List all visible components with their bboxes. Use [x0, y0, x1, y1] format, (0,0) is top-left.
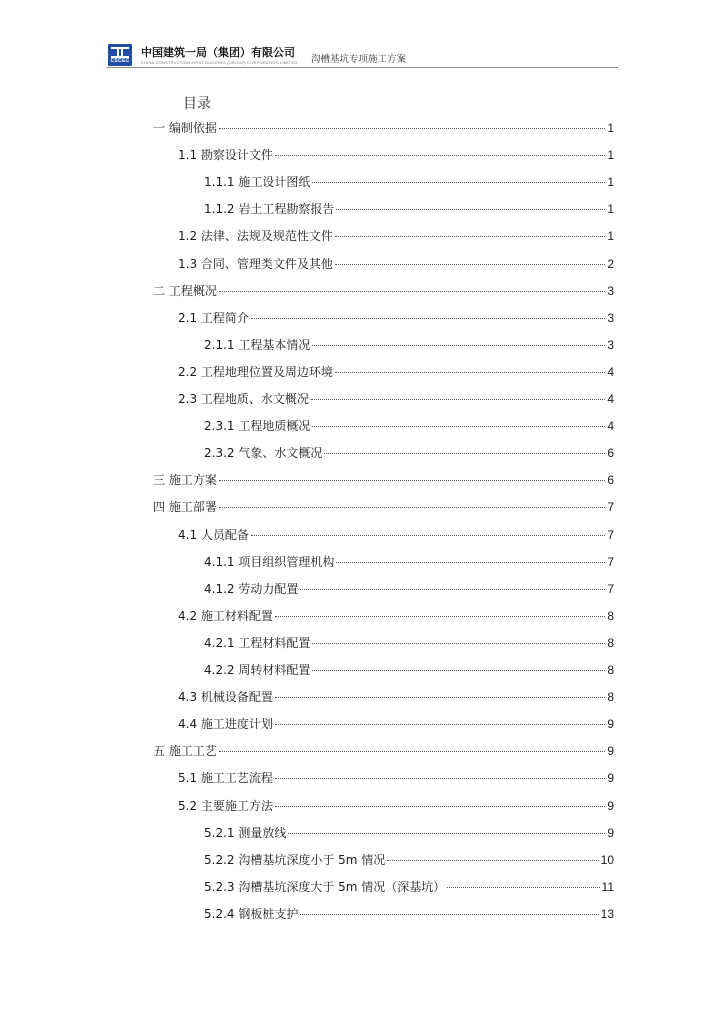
toc-entry[interactable]: [204, 443, 614, 463]
toc-entry[interactable]: [178, 145, 614, 165]
toc-entry-page-number: 10: [600, 852, 614, 867]
toc-entry[interactable]: [153, 118, 614, 138]
toc-entry-label: 5.1 施工工艺流程: [178, 771, 273, 786]
toc-dot-leader: [275, 697, 605, 698]
toc-entry[interactable]: [178, 254, 614, 274]
toc-entry[interactable]: [153, 497, 614, 517]
toc-entry-page-number: 3: [607, 337, 614, 352]
toc-dot-leader: [336, 209, 605, 210]
toc-heading: 目录: [183, 96, 211, 112]
toc-entry-page-number: 7: [607, 500, 614, 515]
logo-mark-icon: [111, 47, 129, 58]
page-header: [0, 0, 724, 80]
toc-entry[interactable]: [204, 552, 614, 572]
toc-dot-leader: [335, 264, 605, 265]
toc-dot-leader: [275, 724, 605, 725]
toc-entry[interactable]: [204, 850, 614, 870]
toc-dot-leader: [288, 833, 605, 834]
toc-entry-page-number: 2: [607, 256, 614, 271]
toc-entry-label: 五 施工工艺: [153, 744, 217, 759]
toc-entry-page-number: 3: [607, 310, 614, 325]
toc-entry-label: 三 施工方案: [153, 473, 217, 488]
toc-entry-page-number: 4: [607, 364, 614, 379]
toc-dot-leader: [335, 372, 605, 373]
toc-dot-leader: [275, 155, 605, 156]
toc-dot-leader: [219, 291, 605, 292]
toc-entry-page-number: 9: [607, 717, 614, 732]
toc-dot-leader: [311, 399, 605, 400]
logo-text: CSCEC: [110, 58, 130, 64]
toc-entry-page-number: 1: [607, 121, 614, 135]
company-name: 中国建筑一局（集团）有限公司: [141, 46, 295, 59]
toc-entry[interactable]: [178, 687, 614, 707]
toc-dot-leader: [324, 453, 605, 454]
toc-dot-leader: [447, 887, 599, 888]
toc-entry[interactable]: [178, 768, 614, 788]
toc-entry-label: 5.2.1 测量放线: [204, 825, 287, 840]
toc-entry-page-number: 13: [600, 906, 614, 921]
toc-entry[interactable]: [204, 335, 614, 355]
toc-entry[interactable]: [178, 308, 614, 328]
company-logo: [108, 44, 132, 66]
toc-entry-label: 4.2 施工材料配置: [178, 608, 273, 623]
toc-entry-page-number: 7: [607, 554, 614, 569]
toc-entry-page-number: 8: [607, 608, 614, 623]
header-divider: [107, 67, 618, 68]
toc-entry[interactable]: [204, 823, 614, 843]
toc-entry[interactable]: [204, 877, 614, 897]
toc-dot-leader: [312, 182, 605, 183]
toc-entry-page-number: 3: [607, 283, 614, 298]
toc-entry[interactable]: [204, 579, 614, 599]
toc-entry[interactable]: [178, 606, 614, 626]
toc-entry-label: 1.1 勘察设计文件: [178, 148, 273, 163]
toc-dot-leader: [219, 507, 605, 508]
toc-entry-label: 4.1.2 劳动力配置: [204, 581, 299, 596]
toc-entry[interactable]: [204, 904, 614, 924]
toc-dot-leader: [300, 589, 605, 590]
toc-entry-page-number: 7: [607, 581, 614, 596]
toc-entry-page-number: 9: [607, 798, 614, 813]
toc-entry-label: 2.3.2 气象、水文概况: [204, 446, 323, 461]
toc-entry-page-number: 9: [607, 744, 614, 759]
toc-entry[interactable]: [204, 416, 614, 436]
toc-entry[interactable]: [204, 660, 614, 680]
toc-dot-leader: [275, 806, 605, 807]
toc-entry[interactable]: [178, 362, 614, 382]
toc-entry-label: 4.1 人员配备: [178, 527, 249, 542]
toc-entry-label: 5.2 主要施工方法: [178, 798, 273, 813]
toc-entry[interactable]: [178, 714, 614, 734]
toc-entry-label: 1.2 法律、法规及规范性文件: [178, 229, 333, 244]
toc-entry[interactable]: [178, 525, 614, 545]
toc-entry-label: 4.2.1 工程材料配置: [204, 635, 311, 650]
toc-dot-leader: [312, 426, 605, 427]
toc-entry[interactable]: [204, 172, 614, 192]
toc-entry[interactable]: [153, 470, 614, 490]
toc-entry-label: 2.1.1 工程基本情况: [204, 337, 311, 352]
toc-dot-leader: [251, 535, 605, 536]
toc-entry-label: 4.2.2 周转材料配置: [204, 663, 311, 677]
toc-dot-leader: [275, 616, 605, 617]
toc-dot-leader: [312, 643, 605, 644]
company-name-english: CHINA CONSTRUCTION FIRST BUILDING (GROUP) CORPORATION LIMITED: [141, 60, 298, 65]
toc-entry-label: 2.3 工程地质、水文概况: [178, 392, 309, 406]
toc-entry-page-number: 4: [607, 392, 614, 406]
toc-entry-label: 二 工程概况: [153, 283, 217, 298]
toc-dot-leader: [312, 345, 605, 346]
toc-entry-page-number: 1: [607, 175, 614, 190]
toc-dot-leader: [387, 860, 598, 861]
toc-entry[interactable]: [204, 633, 614, 653]
toc-entry-page-number: 1: [607, 229, 614, 244]
toc-entry-label: 2.2 工程地理位置及周边环境: [178, 364, 333, 379]
toc-entry-label: 一 编制依据: [153, 121, 217, 135]
toc-dot-leader: [219, 128, 605, 129]
toc-entry-label: 1.1.1 施工设计图纸: [204, 175, 311, 190]
toc-dot-leader: [219, 480, 605, 481]
toc-entry-label: 4.4 施工进度计划: [178, 717, 273, 732]
toc-entry[interactable]: [178, 796, 614, 816]
document-title: 沟槽基坑专项施工方案: [311, 54, 407, 65]
toc-entry-page-number: 1: [607, 202, 614, 217]
toc-entry-label: 四 施工部署: [153, 500, 217, 515]
toc-entry-label: 4.3 机械设备配置: [178, 690, 273, 705]
toc-dot-leader: [251, 318, 605, 319]
toc-dot-leader: [300, 914, 598, 915]
toc-entry-label: 2.1 工程简介: [178, 310, 249, 325]
toc-entry-page-number: 9: [607, 825, 614, 840]
toc-entry-label: 5.2.2 沟槽基坑深度小于 5m 情况: [204, 852, 386, 867]
toc-entry-page-number: 8: [607, 635, 614, 650]
toc-dot-leader: [336, 562, 605, 563]
toc-entry-page-number: 8: [607, 663, 614, 677]
toc-entry-page-number: 7: [607, 527, 614, 542]
toc-entry-label: 1.1.2 岩土工程勘察报告: [204, 202, 335, 217]
toc-entry-page-number: 6: [607, 473, 614, 488]
toc-entry-page-number: 1: [607, 148, 614, 163]
toc-entry-label: 5.2.4 钢板桩支护: [204, 906, 299, 921]
toc-entry-label: 5.2.3 沟槽基坑深度大于 5m 情况（深基坑）: [204, 879, 446, 894]
toc-entry-label: 2.3.1 工程地质概况: [204, 419, 311, 434]
toc-entry-label: 1.3 合同、管理类文件及其他: [178, 256, 333, 271]
toc-entry[interactable]: [153, 281, 614, 301]
toc-entry-page-number: 4: [607, 419, 614, 434]
toc-dot-leader: [275, 778, 605, 779]
toc-entry[interactable]: [178, 226, 614, 246]
toc-dot-leader: [219, 751, 605, 752]
toc-entry[interactable]: [204, 199, 614, 219]
toc-entry-page-number: 9: [607, 771, 614, 786]
toc-entry-page-number: 8: [607, 690, 614, 705]
toc-entry-label: 4.1.1 项目组织管理机构: [204, 554, 335, 569]
toc-dot-leader: [335, 236, 605, 237]
toc-entry-page-number: 11: [601, 879, 614, 894]
toc-dot-leader: [312, 670, 605, 671]
toc-entry[interactable]: [178, 389, 614, 409]
toc-entry[interactable]: [153, 741, 614, 761]
toc-entry-page-number: 6: [607, 446, 614, 461]
